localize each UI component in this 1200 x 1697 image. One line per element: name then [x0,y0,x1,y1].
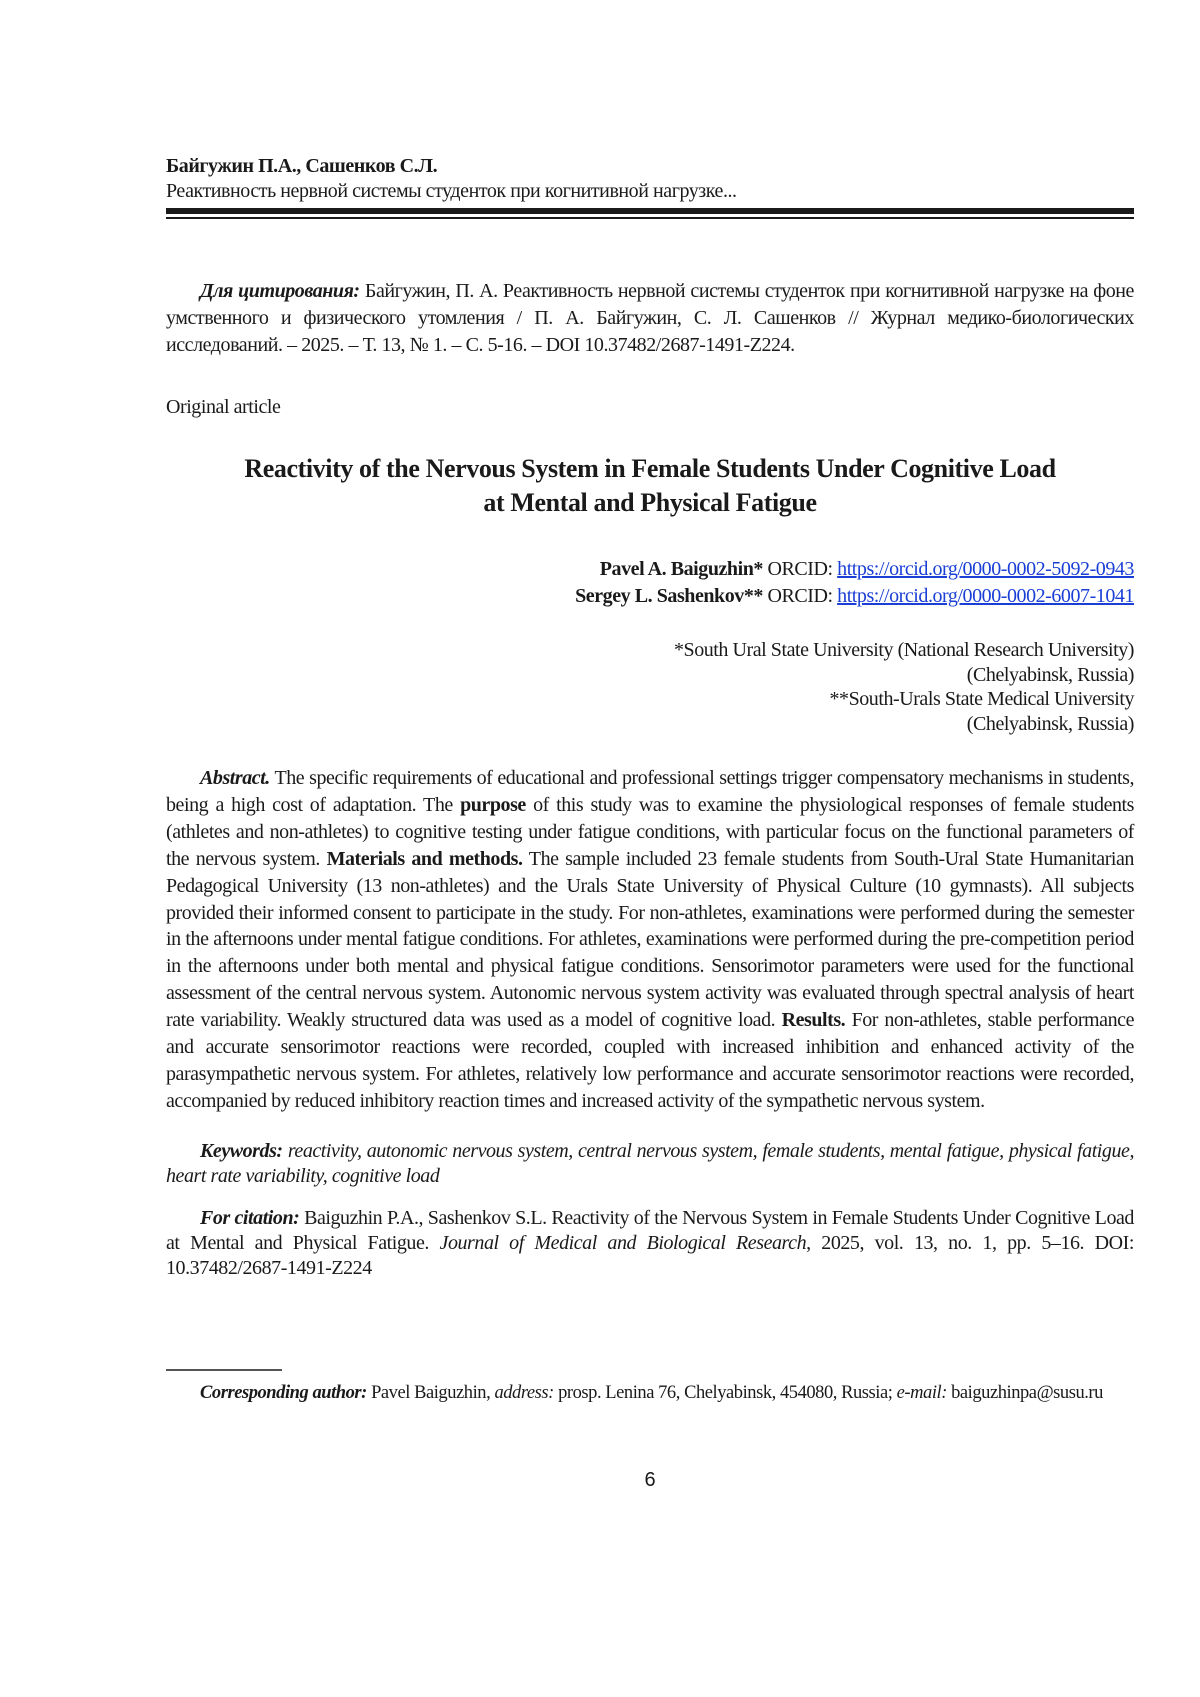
running-header [166,154,1134,204]
purpose-label: purpose [460,794,526,816]
ru-citation [166,278,1134,359]
header-rule-thin [166,217,1134,219]
title-line-1: Reactivity of the Nervous System in Female Students Under Cognitive Load [166,452,1134,486]
affiliation: (Chelyabinsk, Russia) [166,712,1134,737]
article-type: Original article [166,394,1134,421]
affiliation: *South Ural State University (National Research University) [166,638,1134,663]
address: prosp. Lenina 76, Chelyabinsk, 454080, Russia; [558,1383,892,1403]
en-citation-text: Baiguzhin P.A., Sashenkov S.L. Reactivity of the Nervous System in Female Students Under Cognitive Load at Mental and Physical Fatigue. [166,1207,1134,1254]
journal-name: Journal of Medical and Biological Research [440,1232,807,1254]
orcid-link[interactable]: https://orcid.org/0000-0002-5092-0943 [837,558,1134,580]
page-number: 6 [166,1467,1134,1494]
authors [166,556,1134,610]
affiliation: (Chelyabinsk, Russia) [166,663,1134,688]
abstract-text: The sample included 23 female students from South-Ural State Humanitarian Pedagogical University (13 non-athletes) and the Urals State University of Physical Culture (10 gymnasts). All subjects provided their informed consent to participate in the study. For non-athletes, examinations were performed during the semester in the afternoons under mental fatigue conditions. For athletes, examinations were performed during the pre-competition period in the afternoons under both mental and physical fatigue conditions. Sensorimotor parameters were used for the functional assessment of the central nervous system. Autonomic nervous system activity was evaluated through spectral analysis of heart rate variability. Weakly structured data was used as a model of cognitive load. [166,848,1134,1031]
abstract-text: of this study was to examine the physiological responses of female students (athletes and non-athletes) to cognitive testing under fatigue conditions, with particular focus on the functional parameters of the nervous system. [166,794,1134,870]
author-name: Pavel A. Baiguzhin* [600,558,763,580]
footnote [166,1381,1134,1406]
en-citation-label: For citation: [200,1207,299,1229]
running-header-authors: Байгужин П.А., Сашенков С.Л. [166,154,1134,179]
footnote-name: Pavel Baiguzhin, [371,1383,490,1403]
ru-citation-label: Для цитирования: [200,280,360,302]
methods-label: Materials and methods. [327,848,523,870]
author-1 [166,556,1134,583]
email: baiguzhinpa@susu.ru [951,1383,1103,1403]
article-title [166,452,1134,520]
author-2 [166,583,1134,610]
en-citation [166,1206,1134,1281]
footnote-label: Corresponding author: [200,1383,367,1403]
orcid-label: ORCID: [767,558,832,580]
header-rule-thick [166,208,1134,214]
address-label: address: [494,1383,553,1403]
results-label: Results. [782,1009,846,1031]
keywords-text: reactivity, autonomic nervous system, central nervous system, female students, mental fatigue, physical fatigue, heart rate variability, cognitive load [166,1140,1134,1187]
abstract-text: For non-athletes, stable performance and accurate sensorimotor reactions were recorded, coupled with increased inhibition and enhanced activity of the parasympathetic nervous system. For athletes, relatively low performance and accurate sensorimotor reactions were recorded, accompanied by reduced inhibitory reaction times and increased activity of the sympathetic nervous system. [166,1009,1134,1112]
affiliation: **South-Urals State Medical University [166,687,1134,712]
author-name: Sergey L. Sashenkov** [575,585,763,607]
footnote-rule [166,1369,282,1371]
en-citation-text: , 2025, vol. 13, no. 1, pp. 5–16. DOI: 10.37482/2687-1491-Z224 [166,1232,1134,1279]
abstract-label: Abstract. [200,767,270,789]
orcid-link[interactable]: https://orcid.org/0000-0002-6007-1041 [837,585,1134,607]
affiliations [166,638,1134,736]
email-label: e-mail: [897,1383,947,1403]
ru-citation-text: Байгужин, П. А. Реактивность нервной системы студенток при когнитивной нагрузке на фоне умственного и физического утомления / П. А. Байгужин, С. Л. Сашенков // Журнал медико-биологических исследований. – 2025. – Т. 13, № 1. – С. 5-16. – DOI 10.37482/2687-1491-Z224. [166,280,1134,356]
abstract [166,765,1134,1115]
keywords-label: Keywords: [200,1140,283,1162]
orcid-label: ORCID: [767,585,832,607]
keywords [166,1139,1134,1189]
title-line-2: at Mental and Physical Fatigue [166,486,1134,520]
abstract-text: The specific requirements of educational and professional settings trigger compensatory mechanisms in students, being a high cost of adaptation. The [166,767,1134,816]
running-header-title: Реактивность нервной системы студенток при когнитивной нагрузке... [166,179,1134,204]
